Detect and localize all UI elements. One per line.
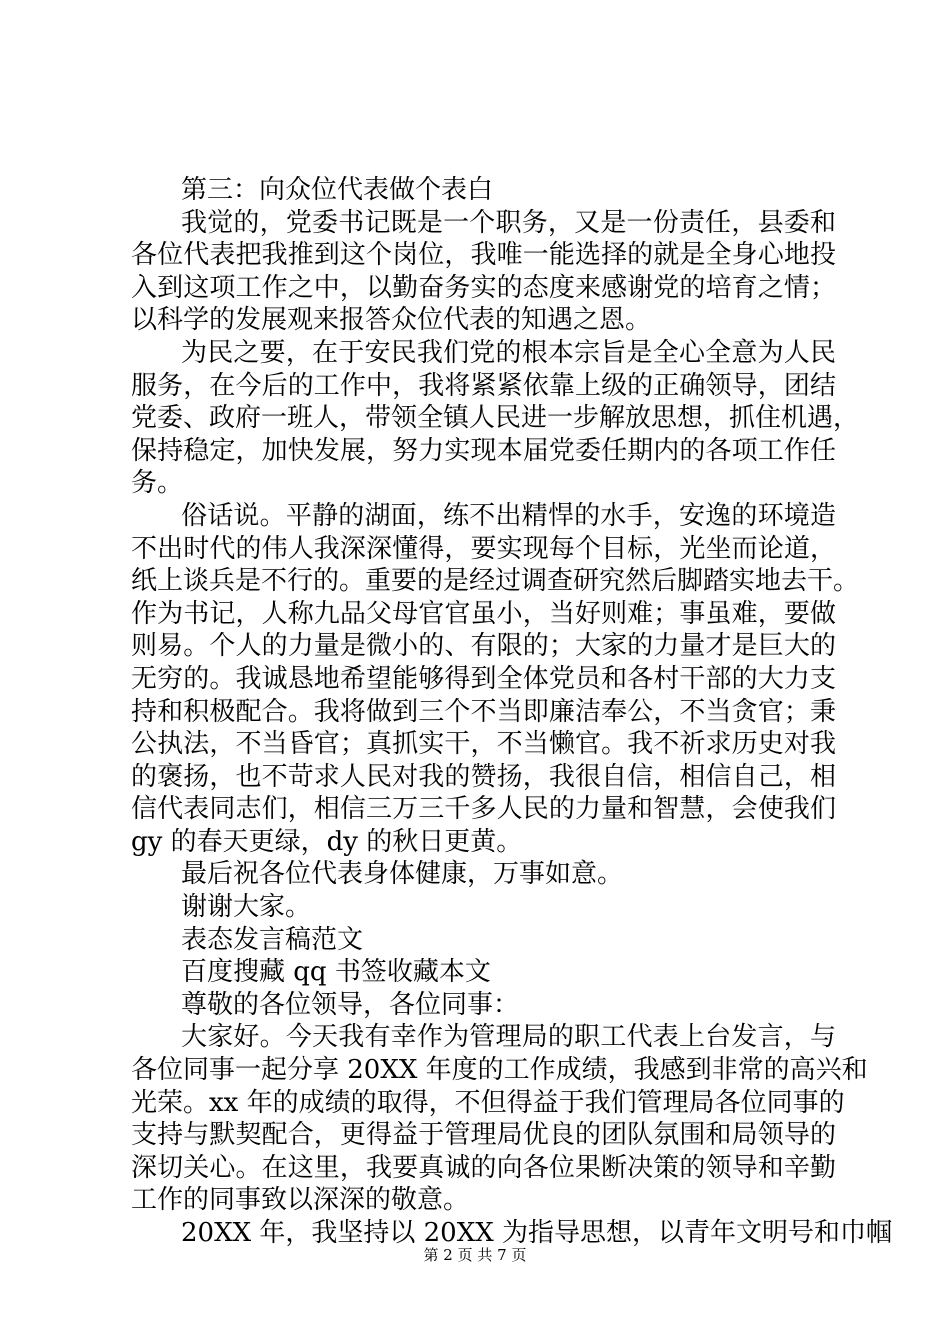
paragraph-line: 务。 — [131, 468, 184, 499]
bookmark-line: 百度搜藏 qq 书签收藏本文 — [181, 957, 491, 988]
paragraph-line: 工作的同事致以深深的敬意。 — [131, 1185, 470, 1216]
paragraph-line: 信代表同志们，相信三万三千多人民的力量和智慧，会使我们 — [131, 794, 836, 825]
closing-wish: 最后祝各位代表身体健康，万事如意。 — [181, 859, 624, 890]
paragraph-line: 为民之要，在于安民我们党的根本宗旨是全心全意为人民 — [181, 337, 836, 368]
paragraph-line: 各位代表把我推到这个岗位，我唯一能选择的就是全身心地投 — [131, 240, 836, 271]
paragraph-line: 我觉的，党委书记既是一个职务，又是一份责任，县委和 — [181, 207, 836, 238]
document-body — [131, 174, 893, 1250]
paragraph-line: 俗话说。平静的湖面，练不出精悍的水手，安逸的环境造 — [181, 500, 836, 531]
paragraph-line: 入到这项工作之中，以勤奋务实的态度来感谢党的培育之情； — [131, 272, 836, 303]
paragraph-line: 的褒扬，也不苛求人民对我的赞扬，我很自信，相信自己，相 — [131, 761, 836, 792]
page-number-footer: 第 2 页 共 7 页 — [423, 1246, 527, 1264]
paragraph-line: 20XX 年，我坚持以 20XX 为指导思想，以青年文明号和巾帼 — [181, 1218, 893, 1248]
paragraph-line: 支持与默契配合，更得益于管理局优良的团队氛围和局领导的 — [131, 1120, 836, 1151]
paragraph-line: 持和积极配合。我将做到三个不当即廉洁奉公，不当贪官；秉 — [131, 696, 836, 727]
paragraph-line: 服务，在今后的工作中，我将紧紧依靠上级的正确领导，团结 — [131, 370, 836, 401]
paragraph-line: 则易。个人的力量是微小的、有限的；大家的力量才是巨大的 — [131, 631, 836, 662]
salutation: 尊敬的各位领导，各位同事： — [181, 989, 520, 1020]
paragraph-line: 作为书记，人称九品父母官官虽小，当好则难；事虽难，要做 — [131, 598, 836, 629]
paragraph-line: 党委、政府一班人，带领全镇人民进一步解放思想，抓住机遇， — [131, 403, 860, 434]
section-title: 表态发言稿范文 — [181, 924, 364, 955]
paragraph-line: 保持稳定，加快发展，努力实现本届党委任期内的各项工作任 — [131, 435, 836, 466]
paragraph-line: 公执法，不当昏官；真抓实干，不当懒官。我不祈求历史对我 — [131, 729, 836, 760]
paragraph-line: 大家好。今天我有幸作为管理局的职工代表上台发言，与 — [181, 1022, 836, 1053]
paragraph-line: 无穷的。我诚恳地希望能够得到全体党员和各村干部的大力支 — [131, 663, 836, 694]
section-heading: 第三：向众位代表做个表白 — [181, 175, 494, 205]
paragraph-line: gy 的春天更绿，dy 的秋日更黄。 — [131, 826, 523, 857]
paragraph-line: 光荣。xx 年的成绩的取得，不但得益于我们管理局各位同事的 — [131, 1087, 845, 1118]
closing-thanks: 谢谢大家。 — [181, 892, 312, 923]
paragraph-line: 以科学的发展观来报答众位代表的知遇之恩。 — [131, 305, 652, 336]
paragraph-line: 各位同事一起分享 20XX 年度的工作成绩，我感到非常的高兴和 — [131, 1055, 868, 1086]
paragraph-line: 深切关心。在这里，我要真诚的向各位果断决策的领导和辛勤 — [131, 1152, 836, 1183]
paragraph-line: 不出时代的伟人我深深懂得，要实现每个目标，光坐而论道， — [131, 533, 836, 564]
paragraph-line: 纸上谈兵是不行的。重要的是经过调查研究然后脚踏实地去干。 — [131, 566, 860, 597]
